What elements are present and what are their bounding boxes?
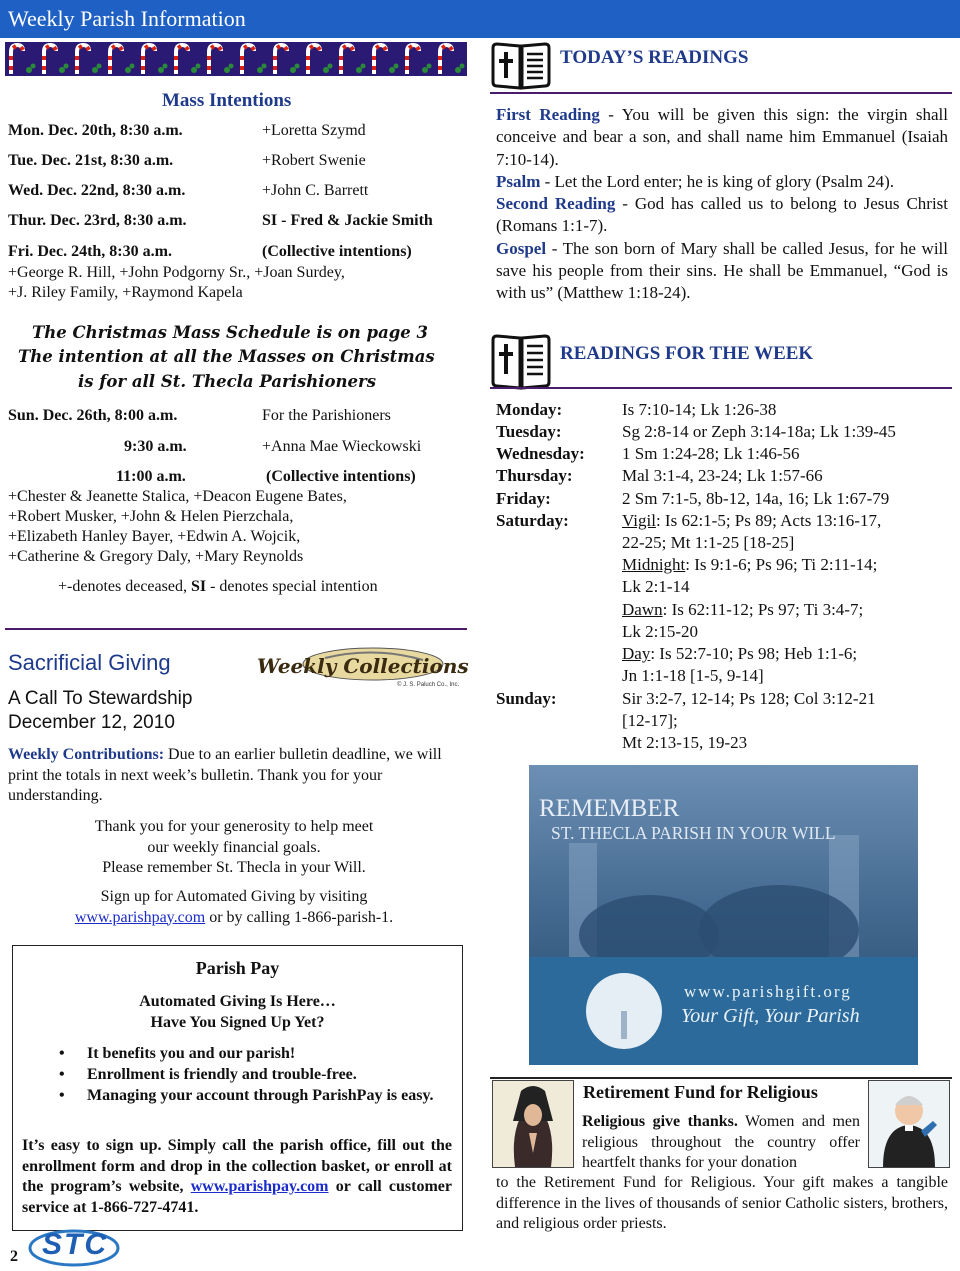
mass-sun-list: +Catherine & Gregory Daly, +Mary Reynolds xyxy=(8,548,304,565)
subtitle-line: Automated Giving Is Here… xyxy=(139,993,336,1010)
mass-day: Sun. Dec. 26th, 8:00 a.m. xyxy=(8,407,178,424)
second-reading xyxy=(496,193,948,238)
mass-day: Thur. Dec. 23rd, 8:30 a.m. xyxy=(8,212,187,229)
mass-day: Mon. Dec. 20th, 8:30 a.m. xyxy=(8,122,183,139)
mass-sun-list: +Robert Musker, +John & Helen Pierzchala, xyxy=(8,508,294,525)
page-number: 2 xyxy=(10,1248,18,1265)
weekday-label: Sunday: xyxy=(496,689,557,708)
thanks-line: Please remember St. Thecla in your Will. xyxy=(102,859,366,876)
weekday-readings: Sir 3:2-7, 12-14; Ps 128; Col 3:12-21 xyxy=(622,689,876,708)
parish-pay-subtitle xyxy=(13,991,462,1033)
parish-pay-title: Parish Pay xyxy=(195,958,280,978)
mass-intention: +Loretta Szymd xyxy=(262,122,366,139)
weekday-readings: 2 Sm 7:1-5, 8b-12, 14a, 16; Lk 1:67-79 xyxy=(622,489,890,508)
first-reading xyxy=(496,104,948,171)
candy-cane-icon xyxy=(11,45,36,74)
signup-line: Sign up for Automated Giving by visiting xyxy=(100,888,368,905)
reading-label: First Reading xyxy=(496,105,600,124)
thanks-line: Thank you for your generosity to help meet xyxy=(94,818,374,835)
christmas-schedule-note: The Christmas Mass Schedule is on page 3 xyxy=(32,323,429,342)
stc-logo-text: STC xyxy=(42,1228,108,1261)
parishpay-link[interactable]: www.parishpay.com xyxy=(74,908,206,926)
todays-readings-title: TODAY’S READINGS xyxy=(560,47,749,68)
retirement-lead xyxy=(582,1112,860,1174)
benefit-item: • Managing your account through ParishPay is easy. xyxy=(57,1085,447,1106)
weekday-label: Thursday: xyxy=(496,466,573,485)
parishpay-link[interactable]: www.parishpay.com xyxy=(190,1178,329,1195)
mass-readings: : Is 62:1-5; Ps 89; Acts 13:16-17, xyxy=(655,511,882,530)
weekday-readings: Mt 2:13-15, 19-23 xyxy=(622,733,748,752)
remember-subtitle: ST. THECLA PARISH IN YOUR WILL xyxy=(551,823,836,843)
signup-note xyxy=(0,887,468,928)
open-book-icon xyxy=(490,42,552,90)
sacrificial-giving-title: Sacrificial Giving xyxy=(8,650,171,675)
weekday-label: Monday: xyxy=(496,400,563,419)
body-text: It’s easy to sign up. Simply call the parish office, fill out the enrollment form and drop in the collection basket, or enroll at the program’s website, xyxy=(22,1137,452,1195)
mass-sun-list: +Elizabeth Hanley Bayer, +Edwin A. Wojcik, xyxy=(8,528,301,545)
weekday-label: Friday: xyxy=(496,489,551,508)
body-text: or call customer service at 1-866-727-4741. xyxy=(22,1178,452,1216)
readings-week-title: READINGS FOR THE WEEK xyxy=(560,343,814,364)
weekday-readings: [12-17]; xyxy=(622,711,678,730)
legend-si: SI xyxy=(190,578,207,595)
reading-text: - You will be given this sign: the virgin shall conceive and bear a son, and shall name him Emmanuel (Isaiah 7:10-14). xyxy=(496,105,948,169)
weekday-readings: Is 7:10-14; Lk 1:26-38 xyxy=(622,400,777,419)
stewardship-date: December 12, 2010 xyxy=(8,712,175,733)
reading-label: Second Reading xyxy=(496,194,616,214)
weekday-readings: 1 Sm 1:24-28; Lk 1:46-56 xyxy=(622,444,800,463)
praying-nun-icon xyxy=(492,1080,574,1168)
page-header xyxy=(0,0,960,38)
parish-pay-benefits xyxy=(57,1043,447,1106)
saturday-day: Jn 1:1-18 [1-5, 9-14] xyxy=(622,666,764,685)
mass-readings: : Is 9:1-6; Ps 96; Ti 2:11-14; xyxy=(685,555,878,574)
mass-label: Dawn xyxy=(622,600,663,619)
page-header-title: Weekly Parish Information xyxy=(8,6,246,31)
gospel xyxy=(496,238,948,305)
mass-day: Wed. Dec. 22nd, 8:30 a.m. xyxy=(8,182,186,199)
saturday-dawn xyxy=(622,599,863,621)
saturday-day xyxy=(622,643,857,665)
stewardship-title: A Call To Stewardship xyxy=(8,688,193,709)
divider xyxy=(490,92,952,94)
weekday-label: Wednesday: xyxy=(496,444,585,463)
weekly-contributions xyxy=(8,745,463,807)
mass-intention: (Collective intentions) xyxy=(266,468,416,485)
signup-phone: or by calling 1-866-parish-1. xyxy=(205,908,394,926)
mass-intention: SI - Fred & Jackie Smith xyxy=(262,212,433,229)
praying-priest-icon xyxy=(868,1080,950,1168)
contrib-label: Weekly Contributions: xyxy=(8,746,165,763)
remember-parish-ad xyxy=(529,765,918,1065)
benefit-item: • Enrollment is friendly and trouble-free. xyxy=(57,1064,447,1085)
retirement-body: to the Retirement Fund for Religious. Your gift makes a tangible difference in the lives of thousands of senior Catholic sisters, brothers, and religious order priests. xyxy=(496,1174,948,1232)
mass-readings: : Is 52:7-10; Ps 98; Heb 1:1-6; xyxy=(650,644,858,663)
mass-time: 9:30 a.m. xyxy=(124,438,187,455)
saturday-vigil xyxy=(622,510,881,532)
parishgift-tagline: Your Gift, Your Parish xyxy=(681,1005,860,1027)
reading-label: Gospel xyxy=(496,238,547,258)
retirement-text: Women and men religious throughout the country offer heartfelt thanks for your donation xyxy=(582,1113,860,1171)
reading-text: - God has called us to belong to Jesus Christ (Romans 1:1-7). xyxy=(496,194,949,236)
mass-intention: +Anna Mae Wieckowski xyxy=(262,438,422,455)
retirement-title: Retirement Fund for Religious xyxy=(583,1082,818,1102)
reading-label: Psalm xyxy=(496,171,541,191)
mass-label: Midnight xyxy=(622,555,686,574)
open-book-icon xyxy=(490,334,552,390)
signup-line xyxy=(0,908,468,929)
candy-cane-banner xyxy=(5,42,467,76)
stc-logo xyxy=(28,1222,120,1268)
mass-intention: For the Parishioners xyxy=(262,407,391,424)
thanks-line: our weekly financial goals. xyxy=(147,838,321,856)
christmas-intention-note: The intention at all the Masses on Christmas xyxy=(18,347,435,366)
contrib-text: Due to an earlier bulletin deadline, we will print the totals in next week’s bulletin. Thank you for your understanding. xyxy=(8,746,442,804)
mass-intention: +John C. Barrett xyxy=(262,182,369,199)
saturday-vigil: 22-25; Mt 1:1-25 [18-25] xyxy=(622,533,795,552)
benefit-item: • It benefits you and our parish! xyxy=(57,1043,447,1064)
divider xyxy=(490,387,952,389)
remember-title: REMEMBER xyxy=(539,795,680,822)
parish-pay-box xyxy=(12,945,463,1231)
divider xyxy=(5,628,467,630)
mass-intention: +Robert Swenie xyxy=(262,152,366,169)
reading-text: - Let the Lord enter; he is king of glory (Psalm 24). xyxy=(540,171,895,191)
saturday-midnight xyxy=(622,554,877,576)
todays-readings xyxy=(496,104,948,305)
legend-special: - denotes special intention xyxy=(206,578,378,595)
weekday-readings: Sg 2:8-14 or Zeph 3:14-18a; Lk 1:39-45 xyxy=(622,422,896,441)
weekly-collections-text: Weekly Collections xyxy=(257,654,469,678)
saturday-midnight: Lk 2:1-14 xyxy=(622,577,690,596)
mass-day: Tue. Dec. 21st, 8:30 a.m. xyxy=(8,152,174,169)
legend-deceased: +-denotes deceased, xyxy=(58,578,187,595)
psalm xyxy=(496,171,948,193)
mass-fri-list: +J. Riley Family, +Raymond Kapela xyxy=(8,284,243,301)
subtitle-line: Have You Signed Up Yet? xyxy=(150,1014,325,1031)
weekday-label: Tuesday: xyxy=(496,422,562,441)
mass-legend xyxy=(58,578,378,596)
retirement-lead-bold: Religious give thanks. xyxy=(582,1113,738,1130)
christmas-intention-note: is for all St. Thecla Parishioners xyxy=(78,372,377,391)
thank-you-note xyxy=(0,817,468,879)
weekday-readings: Mal 3:1-4, 23-24; Lk 1:57-66 xyxy=(622,466,823,485)
mass-label: Vigil xyxy=(622,511,656,530)
mass-day: Fri. Dec. 24th, 8:30 a.m. xyxy=(8,243,172,260)
mass-sun-list: +Chester & Jeanette Stalica, +Deacon Eugene Bates, xyxy=(8,488,347,505)
mass-fri-list: +George R. Hill, +John Podgorny Sr., +Joan Surdey, xyxy=(8,264,345,281)
parish-pay-body xyxy=(22,1136,452,1218)
logo-copyright: © J. S. Paluch Co., Inc. xyxy=(397,682,460,688)
mass-time: 11:00 a.m. xyxy=(116,468,186,485)
weekday-label: Saturday: xyxy=(496,511,569,530)
saturday-dawn: Lk 2:15-20 xyxy=(622,622,699,641)
mass-intention: (Collective intentions) xyxy=(262,243,412,260)
reading-text: - The son born of Mary shall be called Jesus, for he will save his people from their sins. He shall be Emmanuel, “God is with us” (Matthew 1:18-24). xyxy=(496,238,948,303)
parishgift-url: www.parishgift.org xyxy=(684,982,852,1001)
mass-intentions-title: Mass Intentions xyxy=(162,90,292,111)
weekly-collections-logo xyxy=(255,646,469,692)
mass-label: Day xyxy=(622,644,651,663)
mass-readings: : Is 62:11-12; Ps 97; Ti 3:4-7; xyxy=(662,600,864,619)
